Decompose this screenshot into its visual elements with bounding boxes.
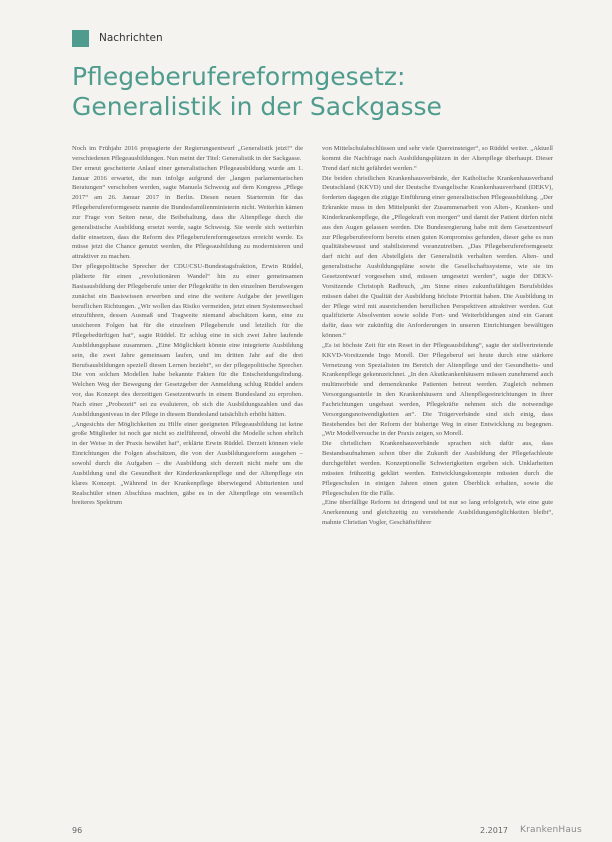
paragraph: Die beiden christlichen Krankenhausverbände, der Katholische Krankenhausverband Deutschland (KKVD) und der Deutsche Evangelische Krankenhausverband (DEKV), forderten dagegen die zügige Einführung einer generalistischen Pflegeausbildung. „Der Erkrankte muss in den Mittelpunkt der Zusammenarbeit von Alten-, Kranken- und Kinderkrankenpflege, die „Pflegekraft von morgen“ und damit der Patient dürfen nicht aus den Augen gelassen werden. Die Bundesregierung habe mit dem Gesetzentwurf zur Pflegeberufereform bereits einen guten Kompromiss gefunden, dieser gehe es nun qualitätsbewusst und stabilisierend voranzutreiben. „Das Pflegeberufereformgesetz darf nicht auf den Abstellgleis der Generalistik verhalten werden. Alten- und generalistische Ausbildungspläne sowie die Gesellschaftssysteme, wie sie im Gesetzentwurf vorgesehen sind, müssen umgesetzt werden“, sagte der DEKV-Vorsitzende Christoph Radbruch, „im Sinne eines zukunftsfähigen Berufsbildes müssen dabei die Qualität der Ausbildung höchste Priorität haben. Die Ausbildung in der Pflege wird mit ausreichenden beruflichen Perspektiven attraktiver werden. Gut qualifizierte Absolventen sowie solide Fort- und Weiterbildungen sind ein Garant dafür, dass wir zukünftig die Anforderungen in unseren Einrichtungen bewältigen können.“ [322, 174, 553, 340]
article-title-line2: Generalistik in der Sackgasse [72, 92, 442, 121]
article-title-line1: Pflegeberufereformgesetz: [72, 62, 406, 91]
paragraph: Der erneut gescheiterte Anlauf einer generalistischen Pflegeausbildung wurde am 1. Januar 2016 erwartet, die nun infolge aufgrund der „langen parlamentarischen Beratungen“ verschoben werden, sagte Manuela Schwesig auf dem Kongress „Pflege 2017“ am 26. Januar 2017 in Berlin. Diesen neuen Startermin für das Pflegeberufereformgesetz nannte die Bundesfamilienministerin nicht. Weiterhin kämen zur Frage von Seiten neue, die Beibehaltung, dass die Altenpflege durch die generalistische Ausbildung ersetzt werde, sagte Schwesig. Sie werde sich weiterhin dafür einsetzen, dass die Reform des Pflegeberufereformgesetzes erreicht werde. Es müsse jetzt die Chance genutzt werden, die Pflegeausbildung zu modernisieren und attraktiver zu machen. [72, 164, 303, 261]
magazine-logo: KrankenHaus [520, 825, 582, 835]
page-number: 96 [72, 826, 83, 835]
paragraph: „Eine überfällige Reform ist dringend und ist nur so lang erfolgreich, wie eine gute Anerkennung und gleichzeitig zu verstehende Ausbildungsmöglichkeiten bleibt“, mahnte Christian Vogler, Geschäftsführer [322, 499, 553, 527]
paragraph: „Es ist höchste Zeit für ein Reset in der Pflegeausbildung“, sagte der stellvertretende KKVD-Vorsitzende Ingo Morell. Der Pflegeberuf sei heute durch eine stärkere Vernetzung von Spezialisten im Bereich der Altenpflege und der Gesundheits- und Krankenpflege gekennzeichnet. „In den Akutkrankenhäusern müssen zunehmend auch multimorbide und demenzkranke Patienten betreut werden. Zugleich nehmen Versorgungsanteile in den Krankenhäusern und Altenpflegeeinrichtungen in ihrer Fachrichtungen ungebaut werden, Pflegekräfte nehmen sich die notwendige Versorgungsnotwendigkeiten an“. Die Trägerverbände sind sich einig, dass Bestehendes bei der Reform der bisherige Weg in einer Entwicklung zu begegnen. „Wir Modellversuche in der Praxis zeigen, so Morell. [322, 341, 553, 438]
paragraph: Die christlichen Krankenhausverbände sprachen sich dafür aus, dass Bestandsaufnahmen schon über die Zukunft der Ausbildung der Pflegefachleute durchgeführt werden. Konzeptionelle Schwierigkeiten ergeben sich. Unklarheiten müssten frühzeitig geklärt werden. Entwicklungskonzepte müssten durch die Pflegeschulen in einigen Jahren einen guten Überblick erhalten, sowie die Pflegeschulen für die Fälle. [322, 440, 553, 497]
article-column-right [322, 144, 553, 814]
paragraph: von Mittelschulabschlüssen und sehr viele Quereinsteiger“, so Rüddel weiter. „Aktuell kommt die Nachfrage nach Ausbildungsplätzen in der Altenpflege überhaupt. Dieser Trend darf nicht gefährdet werden.“ [322, 145, 553, 172]
article-title [72, 62, 552, 122]
paragraph: Noch im Frühjahr 2016 propagierte der Regierungsentwurf „Generalistik jetzt!“ die verschiedenen Pflegeausbildungen. Nun meint der Titel: Generalistik in der Sackgasse. [72, 145, 303, 162]
section-tag [72, 28, 163, 48]
issue-number: 2.2017 [480, 826, 508, 835]
paragraph: „Angesichts der Möglichkeiten zu Hilfe einer geeigneten Pflegeausbildung ist keine große Mitglieder ist noch gar nicht so zielführend, obwohl die Modelle schon ehrlich in der Weise in der Praxis bewährt hat“, erklärte Erwin Rüddel. Derzeit können viele Einrichtungen die Folgen abschätzen, die von der Ausbildungsreform ausgehen – sowohl durch die Aufgaben – die Ausbildung sich derzeit nicht mehr um die Ausbildung und die Gesundheit der Kinderkrankenpflege und der Altenpflege ein klares Konzept. „Während in der Krankenpflege überwiegend Abiturienten und Realschüler einen Abschluss machten, gäbe es in der Altenpflege ein wesentlich breiteres Spektrum [72, 420, 303, 507]
section-label: Nachrichten [99, 32, 163, 44]
article-column-left [72, 144, 303, 814]
section-square-icon [72, 30, 89, 47]
paragraph: Der pflegepolitische Sprecher der CDU/CSU-Bundestagsfraktion, Erwin Rüddel, plädierte für einen „revolutionären Wandel“ hin zu einer gemeinsamen Basisausbildung der Pflegeberufe unter der Pflegekräfte in den einzelnen Berufswegen zunächst ein Basiswissen erwerben und eine die weitere Aufgabe der jeweiligen beruflichen Richtungen. „Wir wollen das Risiko vermeiden, jetzt einen Systemwechsel einzuführen, dessen Ausmaß und Tragweite niemand abschätzen kann, eine zu unsicheren Folgen hat für die einzelnen Pflegeberufe und letztlich für die Pflegebedürftigen hat“, sagte Rüddel. Er schlug eine in sich zwei Jahre laufende Ausbildungsphase zusammen. „Eine Möglichkeit könnte eine integrierte Ausbildung sein, die zwei Jahre gemeinsam laufen, und im dritten Jahr auf die drei Berufsausbildungen speziell diesen Lernen bezieht“, so der pflegepolitische Sprecher. Die von solchen Modellen habe bekannte Fakten für die Entscheidungsfindung. Welchen Weg der Bewegung der Gesetzgeber der Anmeldung schlug Rüddel anders vor, das Konzept des derzeitigen Gesetzentwurfs in einem Bundesland zu erproben. Nach einer „Probezeit“ sei zu evaluieren, ob sich die Ausbildungszahlen und das Ausbildungsniveau in der Pflege in diesem Bundesland tatsächlich erhöht hätten. [72, 263, 303, 418]
